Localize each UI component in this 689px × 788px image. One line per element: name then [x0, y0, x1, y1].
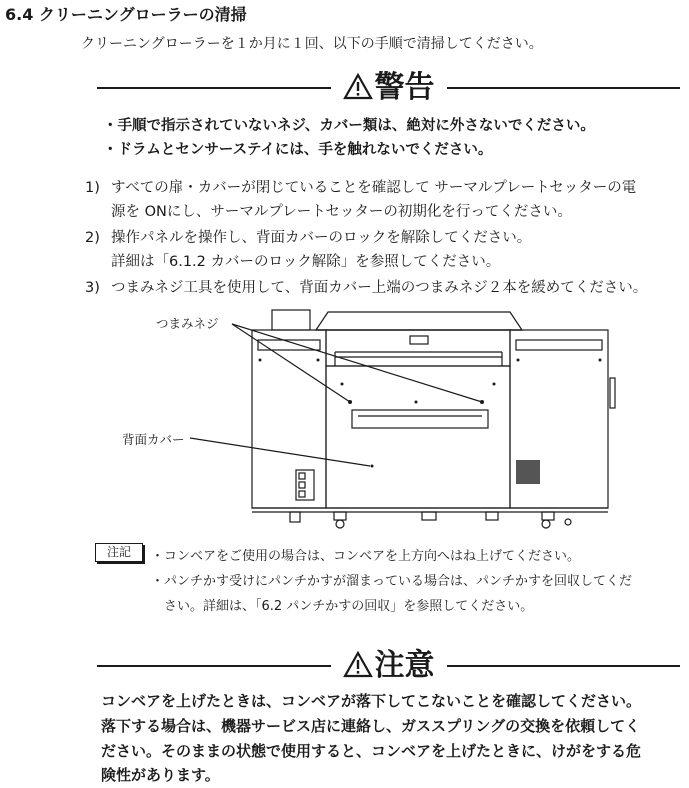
- step-text: つまみネジ工具を使用して、背面カバー上端のつまみネジ２本を緩めてください。: [111, 280, 648, 296]
- section-title: クリーニングローラーの清掃: [38, 5, 247, 24]
- caution-banner: [97, 646, 680, 686]
- step-3: [85, 276, 647, 297]
- step-number: 2): [85, 230, 100, 246]
- warning-bullet-2: ・ドラムとセンサーステイには、手を触れないでください。: [103, 142, 493, 158]
- step-number: 1): [85, 180, 100, 196]
- label-thumb-screws: つまみネジ: [156, 316, 219, 331]
- step-1: [85, 176, 636, 197]
- section-number: 6.4: [5, 5, 34, 24]
- rear-cover: [326, 366, 510, 508]
- machine-illustration: [110, 300, 620, 532]
- step-text: すべての扉・カバーが閉じていることを確認して サーマルプレートセッターの電: [111, 180, 637, 196]
- caution-title: 注意: [374, 648, 435, 683]
- note-bullet-1: ・コンベアをご使用の場合は、コンベアを上方向へはね上げてください。: [151, 549, 581, 564]
- warning-banner: [97, 68, 680, 108]
- caution-line-3: ださい。そのままの状態で使用すると、コンベアを上げたときに、けがをする危: [101, 742, 642, 760]
- caution-line-2: 落下する場合は、機器サービス店に連絡し、ガススプリングの交換を依頼してく: [101, 717, 641, 735]
- top-hood-box: [272, 310, 310, 330]
- step-1-line-2: 源を ONにし、サーマルプレートセッターの初期化を行ってください。: [111, 204, 572, 220]
- caution-triangle-icon: [343, 651, 373, 678]
- step-2-line-2: 詳細は「6.1.2 カバーのロック解除」を参照してください。: [111, 254, 501, 270]
- warning-bullet-1: ・手順で指示されていないネジ、カバー類は、絶対に外さないでください。: [103, 118, 595, 134]
- step-text: 操作パネルを操作し、背面カバーのロックを解除してください。: [111, 230, 532, 246]
- caution-line-1: コンベアを上げたときは、コンベアが落下してこないことを確認してください。: [101, 692, 642, 710]
- note-tag: 注記: [95, 543, 143, 562]
- section-heading: [5, 2, 247, 25]
- section-intro: クリーニングローラーを１か月に１回、以下の手順で清掃してください。: [81, 36, 543, 52]
- caution-line-4: 険性があります。: [101, 766, 220, 784]
- step-number: 3): [85, 280, 100, 296]
- warning-title: 警告: [374, 70, 435, 105]
- step-2: [85, 226, 531, 247]
- warning-triangle-icon: [343, 73, 373, 100]
- note-bullet-2: ・パンチかす受けにパンチかすが溜まっている場合は、パンチかすを回収してくだ: [151, 574, 633, 589]
- note-bullet-2-cont: さい。詳細は、「6.2 パンチかすの回収」を参照してください。: [164, 599, 534, 614]
- label-rear-cover: 背面カバー: [122, 432, 185, 447]
